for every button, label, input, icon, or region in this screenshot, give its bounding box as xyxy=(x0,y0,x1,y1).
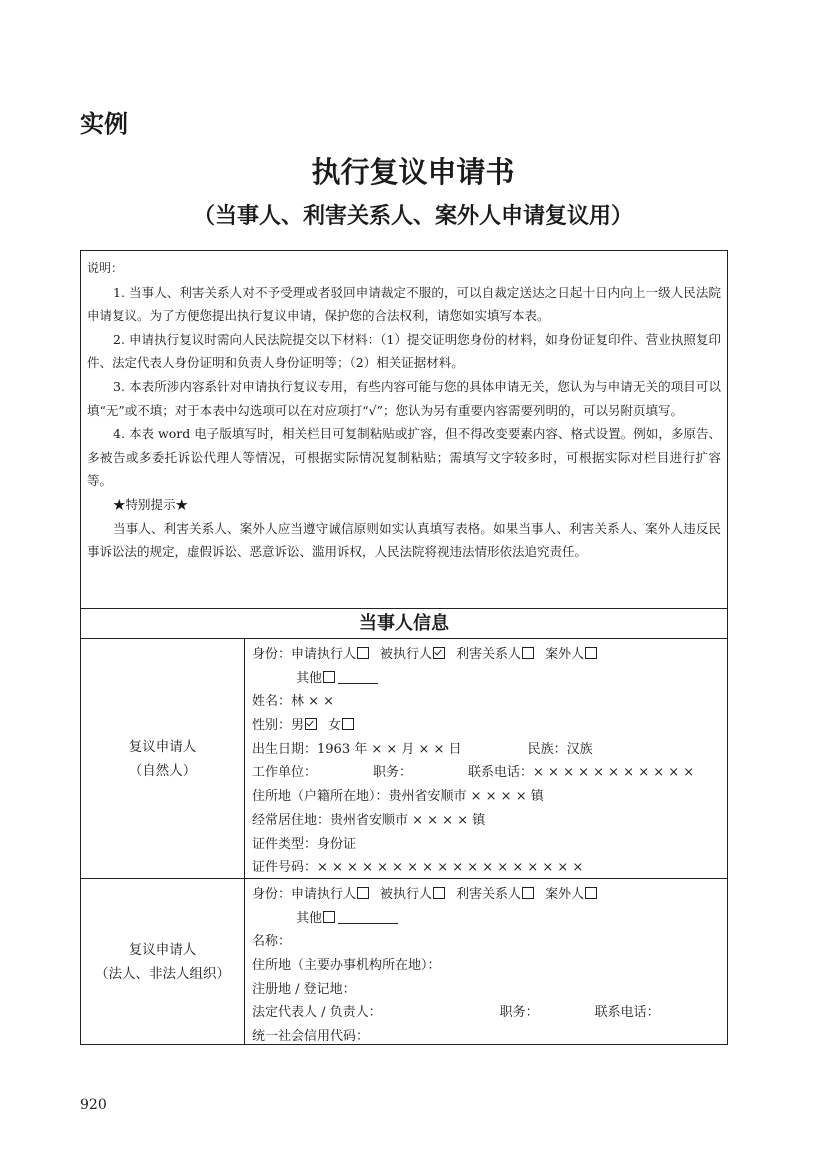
special-notice-heading: ★特别提示★ xyxy=(113,496,189,512)
identity-label: 身份： xyxy=(252,887,292,902)
checkbox-other[interactable] xyxy=(323,671,335,683)
label-line-2: （法人、非法人组织） xyxy=(95,965,230,982)
checkbox-respondent[interactable] xyxy=(433,887,445,899)
opt-interested-label: 利害关系人 xyxy=(456,887,522,902)
natural-person-fields xyxy=(252,643,722,880)
instructions-heading: 说明： xyxy=(87,261,124,275)
opt-outsider-label: 案外人 xyxy=(545,887,585,902)
opt-interested-label: 利害关系人 xyxy=(456,647,522,662)
name-field: 姓名：林 × × xyxy=(252,694,335,710)
natural-person-row xyxy=(81,639,727,879)
other-blank[interactable] xyxy=(338,911,398,924)
legal-rep-position-field: 职务： xyxy=(499,1005,539,1021)
gender-female-label: 女 xyxy=(328,718,342,734)
gender-label: 性别： xyxy=(252,718,292,734)
example-label: 实例 xyxy=(80,110,128,138)
label-line-1: 复议申请人 xyxy=(128,941,197,958)
birth-ethnicity-line xyxy=(252,738,722,762)
opt-applicant-label: 申请执行人 xyxy=(291,887,357,902)
checkbox-interested-party[interactable] xyxy=(522,647,534,659)
special-notice-text: 当事人、利害关系人、案外人应当遵守诚信原则如实认真填写表格。如果当事人、利害关系人、案外人违反民事诉讼法的规定，虚假诉讼、恶意诉讼、滥用诉权，人民法院将视违法情形依法追究责任。 xyxy=(87,520,721,560)
gender-line xyxy=(252,714,722,738)
org-name-field: 名称： xyxy=(252,934,292,950)
work-unit-field: 工作单位： xyxy=(252,765,318,781)
opt-respondent-label: 被执行人 xyxy=(380,887,433,902)
checkbox-female[interactable] xyxy=(342,718,354,730)
checkbox-outsider[interactable] xyxy=(585,887,597,899)
id-type-field: 证件类型：身份证 xyxy=(252,836,357,852)
instructions-block xyxy=(81,251,727,609)
legal-person-label xyxy=(81,879,245,1044)
legal-person-row xyxy=(81,879,727,1044)
registration-field: 注册地 / 登记地： xyxy=(252,981,356,997)
work-line xyxy=(252,761,722,785)
phone-field: 联系电话：× × × × × × × × × × × xyxy=(468,765,695,781)
page-number: 920 xyxy=(80,1097,107,1113)
opt-other-label: 其他 xyxy=(296,670,323,686)
document-title: 执行复议申请书 xyxy=(311,155,515,189)
id-number-field: 证件号码：× × × × × × × × × × × × × × × × × × xyxy=(252,860,584,876)
position-field: 职务： xyxy=(373,765,413,781)
legal-person-fields xyxy=(252,883,722,1049)
legal-rep-phone-field: 联系电话： xyxy=(594,1005,660,1021)
identity-line xyxy=(252,883,722,907)
instruction-4: 4. 本表 word 电子版填写时，相关栏目可复制粘贴或扩容，但不得改变要素内容、格式设置。例如，多原告、多被告或多委托诉讼代理人等情况，可根据实际情况复制粘贴；需填写文字较多时，可根据实际对栏目进行扩容等。 xyxy=(87,426,721,489)
application-form-table xyxy=(80,250,728,1045)
opt-outsider-label: 案外人 xyxy=(545,647,585,662)
identity-label: 身份： xyxy=(252,647,292,662)
party-info-heading: 当事人信息 xyxy=(81,609,727,639)
other-line xyxy=(252,907,722,931)
gender-male-label: 男 xyxy=(291,718,305,734)
checkbox-applicant[interactable] xyxy=(357,647,369,659)
opt-other-label: 其他 xyxy=(296,910,323,926)
domicile-field: 住所地（户籍所在地）：贵州省安顺市 × × × × 镇 xyxy=(252,789,544,805)
natural-person-label xyxy=(81,639,245,878)
label-line-2: （自然人） xyxy=(128,762,197,779)
label-line-1: 复议申请人 xyxy=(128,738,197,755)
checkbox-applicant[interactable] xyxy=(357,887,369,899)
instruction-1: 1. 当事人、利害关系人对不予受理或者驳回申请裁定不服的，可以自裁定送达之日起十日内向上一级人民法院申请复议。为了方便您提出执行复议申请，保护您的合法权利，请您如实填写本表。 xyxy=(87,284,721,324)
credit-code-field: 统一社会信用代码： xyxy=(252,1029,370,1045)
checkbox-interested-party[interactable] xyxy=(522,887,534,899)
checkbox-other[interactable] xyxy=(323,911,335,923)
legal-rep-field: 法定代表人 / 负责人： xyxy=(252,1005,382,1021)
instruction-3: 3. 本表所涉内容系针对申请执行复议专用，有些内容可能与您的具体申请无关，您认为与申请无关的项目可以填“无”或不填；对于本表中勾选项可以在对应项打“√”；您认为另有重要内容需要列明的，可以另附页填写。 xyxy=(87,378,721,418)
checkbox-outsider[interactable] xyxy=(585,647,597,659)
checkbox-male-checked[interactable] xyxy=(305,718,317,730)
ethnicity-field: 民族：汉族 xyxy=(527,741,593,757)
instruction-2: 2. 申请执行复议时需向人民法院提交以下材料：（1）提交证明您身份的材料，如身份证复印件、营业执照复印件、法定代表人身份证明和负责人身份证明等；（2）相关证据材料。 xyxy=(87,331,721,371)
birth-field: 出生日期：1963 年 × × 月 × × 日 xyxy=(252,741,462,757)
org-domicile-field: 住所地（主要办事机构所在地）： xyxy=(252,958,441,974)
opt-respondent-label: 被执行人 xyxy=(380,647,433,662)
other-line xyxy=(252,667,722,691)
other-blank[interactable] xyxy=(338,671,378,684)
legal-rep-line xyxy=(252,1001,722,1025)
opt-applicant-label: 申请执行人 xyxy=(291,647,357,662)
document-subtitle: （当事人、利害关系人、案外人申请复议用） xyxy=(192,204,633,229)
checkbox-respondent-checked[interactable] xyxy=(433,647,445,659)
residence-field: 经常居住地：贵州省安顺市 × × × × 镇 xyxy=(252,812,486,828)
identity-line xyxy=(252,643,722,667)
